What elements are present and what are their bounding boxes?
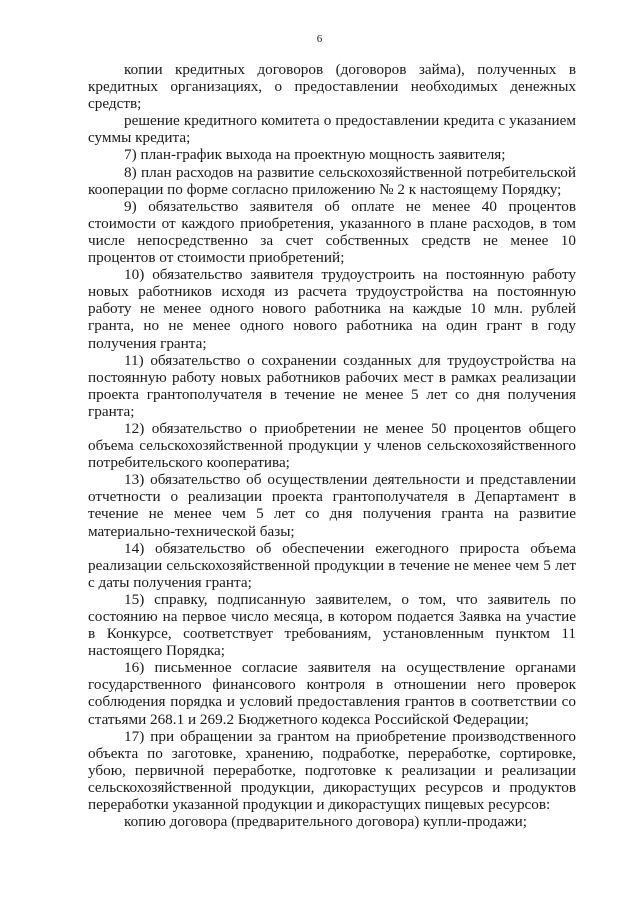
paragraph-item-15: 15) справку, подписанную заявителем, о том, что заявитель по состоянию на первое число месяца, в котором подается Заявка на участие в Конкурсе, соответствует требованиям, установленным пунктом 11 настоящего Порядка;: [88, 590, 576, 660]
paragraph-sale-contract-copy: копию договора (предварительного договора) купли-продажи;: [124, 813, 527, 831]
paragraph-credit-agreements: копии кредитных договоров (договоров займа), полученных в кредитных организациях, о предоставлении необходимых денежных средств;: [88, 61, 576, 113]
paragraph-item-8: 8) план расходов на развитие сельскохозяйственной потребительской кооперации по форме согласно приложению № 2 к настоящему Порядку;: [88, 163, 576, 198]
paragraph-item-16: 16) письменное согласие заявителя на осуществление органами государственного финансового контроля в отношении него проверок соблюдения порядка и условий предоставления грантов в соответствии со статьями 268.1 и 269.2 Бюджетного кодекса Российской Федерации;: [88, 659, 576, 728]
paragraph-item-13: 13) обязательство об осуществлении деятельности и представлении отчетности о реализации проекта грантополучателя в Департамент в течение не менее чем 5 лет со дня получения гранта на развитие материально-технической базы;: [88, 471, 576, 540]
page-number: 6: [316, 33, 323, 45]
paragraph-item-14: 14) обязательство об обеспечении ежегодного прироста объема реализации сельскохозяйственной продукции в течение не менее чем 5 лет с даты получения гранта;: [88, 539, 576, 591]
paragraph-item-17: 17) при обращении за грантом на приобретение производственного объекта по заготовке, хранению, подработке, переработке, сортировке, убою, первичной переработке, подготовке к реализации и реализации сельскохозяйственной продукции, дикорастущих ресурсов и продуктов переработки указанной продукции и дикорастущих пищевых ресурсов:: [88, 727, 576, 814]
paragraph-credit-committee-decision: решение кредитного комитета о предоставлении кредита с указанием суммы кредита;: [88, 112, 576, 147]
paragraph-item-7: 7) план-график выхода на проектную мощность заявителя;: [124, 146, 506, 164]
paragraph-item-9: 9) обязательство заявителя об оплате не менее 40 процентов стоимости от каждого приобретения, указанного в плане расходов, в том числе непосредственно за счет собственных средств не менее 10 процентов от стоимости приобретений;: [88, 197, 576, 267]
paragraph-item-10: 10) обязательство заявителя трудоустроить на постоянную работу новых работников исходя из расчета трудоустройства на постоянную работу не менее одного нового работника на каждые 10 млн. рублей гранта, но не менее одного нового работника на один грант в году получения гранта;: [88, 266, 576, 352]
paragraph-item-11: 11) обязательство о сохранении созданных для трудоустройства на постоянную работу новых работников рабочих мест в рамках реализации проекта грантополучателя в течение не менее 5 лет со дня получения гранта;: [88, 351, 576, 420]
paragraph-item-12: 12) обязательство о приобретении не менее 50 процентов общего объема сельскохозяйственной продукции у членов сельскохозяйственного потребительского кооператива;: [88, 419, 576, 472]
document-body: [88, 61, 576, 830]
